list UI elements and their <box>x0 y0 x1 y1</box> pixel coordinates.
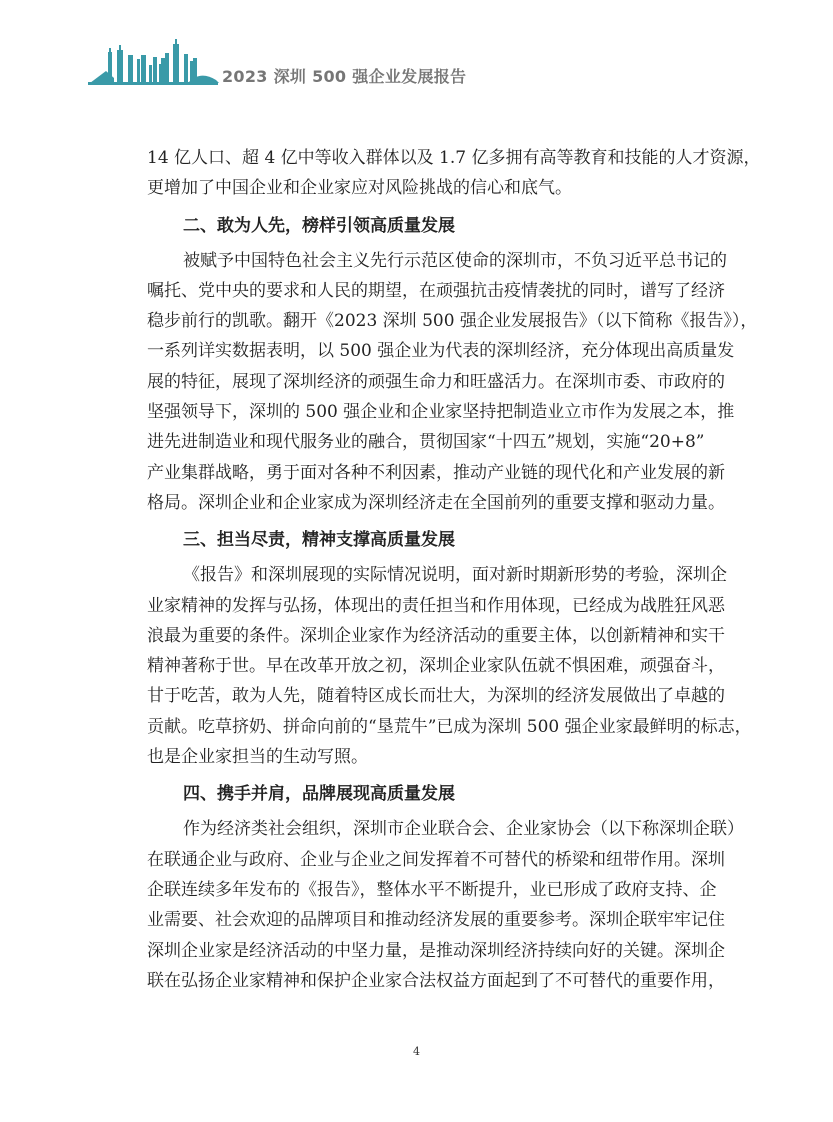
text-line: 业需要、社会欢迎的品牌项目和推动经济发展的重要参考。深圳企联牢牢记住 <box>147 910 725 931</box>
section-heading: 二、敢为人先，榜样引领高质量发展 <box>183 215 455 236</box>
report-title: 2023 深圳 500 强企业发展报告 <box>222 67 467 86</box>
text-line: 坚强领导下，深圳的 500 强企业和企业家坚持把制造业立市作为发展之本，推 <box>147 402 735 423</box>
text-line: 嘱托、党中央的要求和人民的期望，在顽强抗击疫情袭扰的同时，谱写了经济 <box>147 280 725 301</box>
paragraph <box>147 814 744 996</box>
text-line: 14 亿人口、超 4 亿中等收入群体以及 1.7 亿多拥有高等教育和技能的人才资源， <box>147 148 761 168</box>
text-line: 业家精神的发挥与弘扬，体现出的责任担当和作用体现，已经成为战胜狂风恶 <box>147 595 725 616</box>
text-line: 联在弘扬企业家精神和保护企业家合法权益方面起到了不可替代的重要作用， <box>147 970 725 991</box>
text-line: 进先进制造业和现代服务业的融合，贯彻国家“十四五”规划，实施“20+8” <box>147 432 705 453</box>
paragraph <box>147 143 761 204</box>
text-line: 浪最为重要的条件。深圳企业家作为经济活动的重要主体，以创新精神和实干 <box>147 625 725 646</box>
text-line: 也是企业家担当的生动写照。 <box>147 747 368 768</box>
text-line: 在联通企业与政府、企业与企业之间发挥着不可替代的桥梁和纽带作用。深圳 <box>147 849 725 870</box>
text-line: 产业集群战略，勇于面对各种不利因素，推动产业链的现代化和产业发展的新 <box>147 462 725 483</box>
text-line: 展的特征，展现了深圳经济的顽强生命力和旺盛活力。在深圳市委、市政府的 <box>147 371 725 392</box>
document-body <box>147 143 761 996</box>
text-line: 甘于吃苦，敢为人先，随着特区成长而壮大，为深圳的经济发展做出了卓越的 <box>147 686 725 707</box>
city-skyline-logo <box>88 38 220 86</box>
text-line: 深圳企业家是经济活动的中坚力量，是推动深圳经济持续向好的关键。深圳企 <box>147 940 725 961</box>
page-number: 4 <box>413 1045 420 1058</box>
page-header <box>88 38 488 88</box>
text-line: 《报告》和深圳展现的实际情况说明，面对新时期新形势的考验，深圳企 <box>183 565 727 586</box>
text-line: 作为经济类社会组织，深圳市企业联合会、企业家协会（以下称深圳企联） <box>183 819 744 840</box>
text-line: 企联连续多年发布的《报告》，整体水平不断提升，业已形成了政府支持、企 <box>147 879 717 900</box>
section-heading: 四、携手并肩，品牌展现高质量发展 <box>183 784 455 805</box>
text-line: 被赋予中国特色社会主义先行示范区使命的深圳市，不负习近平总书记的 <box>183 250 727 271</box>
text-line: 稳步前行的凯歌。翻开《2023 深圳 500 强企业发展报告》（以下简称《报告》）， <box>147 311 758 332</box>
text-line: 更增加了中国企业和企业家应对风险挑战的信心和底气。 <box>147 178 572 199</box>
section-heading: 三、担当尽责，精神支撑高质量发展 <box>183 530 455 551</box>
paragraph <box>147 560 752 772</box>
text-line: 贡献。吃草挤奶、拼命向前的“垦荒牛”已成为深圳 500 强企业家最鲜明的标志， <box>147 716 752 737</box>
text-line: 精神著称于世。早在改革开放之初，深圳企业家队伍就不惧困难，顽强奋斗， <box>147 656 725 677</box>
text-line: 一系列详实数据表明，以 500 强企业为代表的深圳经济，充分体现出高质量发 <box>147 341 735 362</box>
paragraph <box>147 246 758 519</box>
text-line: 格局。深圳企业和企业家成为深圳经济走在全国前列的重要支撑和驱动力量。 <box>147 492 725 513</box>
